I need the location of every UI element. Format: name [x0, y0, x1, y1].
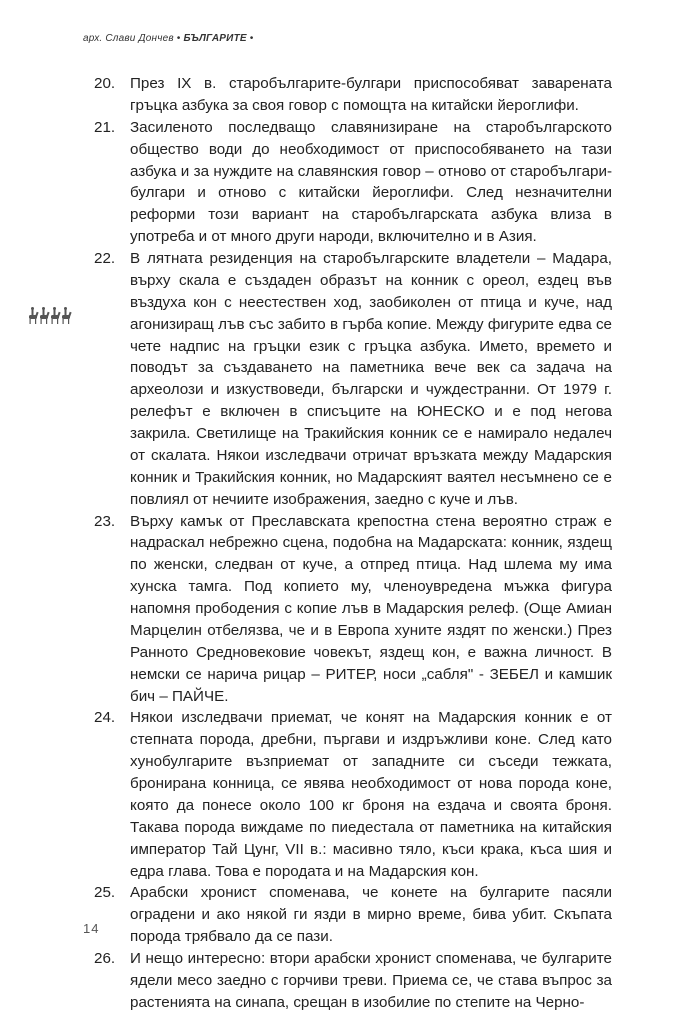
list-item: [94, 117, 612, 248]
item-number: 20.: [94, 75, 116, 92]
list-item: [94, 73, 612, 117]
list-item: [94, 511, 612, 708]
page-number: 14: [83, 921, 100, 936]
running-header: [83, 33, 253, 44]
item-number: 22.: [94, 250, 116, 267]
horse-riders-ornament-icon: [28, 306, 74, 326]
list-item: [94, 948, 612, 1014]
item-number: 23.: [94, 512, 116, 530]
item-text: В лятната резиденция на старобългарските владетели – Мадара, върху скала е създаден образът на конник с ореол, ездец във въздуха кон с неестествен ход, заобиколен от птица и куче, над агонизиращ лъв със забито в гърба копие. Между фигурите едва се чете надпис на гръцки език с гръцка азбука. Името, времето и поводът за създаването на паметника вече век са задача на археолози и изкуствоведи, български и чуждестранни. От 1979 г. релефът е включен в списъците на ЮНЕСКО и е под негова закрила. Светилище на Тракийския конник се е намирало недалеч от скалата. Някои изследвачи отричат връзката между Мадарския конник и Тракийския конник, но Мадарският ваятел несъмнено се е повлиял от нечиите изображения, заедно с куче и лъв.: [130, 250, 612, 508]
item-number: 25.: [94, 884, 116, 902]
item-number: 24.: [94, 709, 116, 727]
header-author: арх. Слави Дончев: [83, 33, 174, 44]
item-text: През IX в. старобългарите-булгари приспособяват заварената гръцка азбука за своя говор с помощта на китайски йероглифи.: [130, 75, 612, 114]
list-item: [94, 882, 612, 948]
header-bullet: •: [176, 33, 181, 44]
item-text: Арабски хронист споменава, че конете на булгарите пасяли оградени и ако някой ги язди в мирно време, бива убит. Скъпата порода трябвало да се пази.: [130, 884, 612, 946]
item-text: Някои изследвачи приемат, че конят на Мадарския конник е от степната порода, дребни, пъргави и издръжливи коне. След като хунобулгарите възприемат от западните си съседи тежката, бронирана конница, се явява необходимост от нова порода коне, която да понесе около 100 кг броня на ездача и своята броня. Такава порода виждаме по пиедестала от паметника на китайския император Тай Цунг, VII в.: масивно тяло, къси крака, къса шия и едра глава. Това е породата и на Мадарския кон.: [130, 709, 612, 880]
list-item: [94, 248, 612, 511]
item-text: Засиленото последващо славянизиране на старобългарското общество води до необходимост от приспособяването на тази азбука и за нуждите на славянския говор – отново от старобългари-булгари и отново с китайски йероглифи. След незначителни реформи този вариант на старобългарската азбука влиза в употреба и от много други народи, включително и в Азия.: [130, 118, 612, 246]
item-number: 21.: [94, 118, 116, 136]
list-item: [94, 707, 612, 882]
numbered-notes-list: [94, 73, 612, 1014]
header-bullet: •: [249, 33, 254, 44]
item-text: И нещо интересно: втори арабски хронист споменава, че булгарите ядели месо заедно с горчиви треви. Приема се, че става въпрос за растенията на синапа, срещан в изобилие по степите на Черно-: [130, 950, 612, 1011]
header-book-title: БЪЛГАРИТЕ: [183, 33, 247, 44]
item-text: Върху камък от Преславската крепостна стена вероятно страж е надраскал небрежно сцена, подобна на Мадарската: конник, яздещ по женски, следван от куче, а отпред птица. Над шлема му има хунска тамга. Под копието му, членоувредена мъжка фигура напомня прободения с копие лъв в Мадарския релеф. (Още Амиан Марцелин отбелязва, че и в Европа хуните яздят по женски.) През Ранното Средновековие човекът, яздещ кон, е важна личност. В немски се нарича рицар – РИТЕР, носи „сабля" - ЗЕБЕЛ и камшик бич – ПАЙЧЕ.: [130, 512, 612, 705]
item-number: 26.: [94, 950, 116, 967]
